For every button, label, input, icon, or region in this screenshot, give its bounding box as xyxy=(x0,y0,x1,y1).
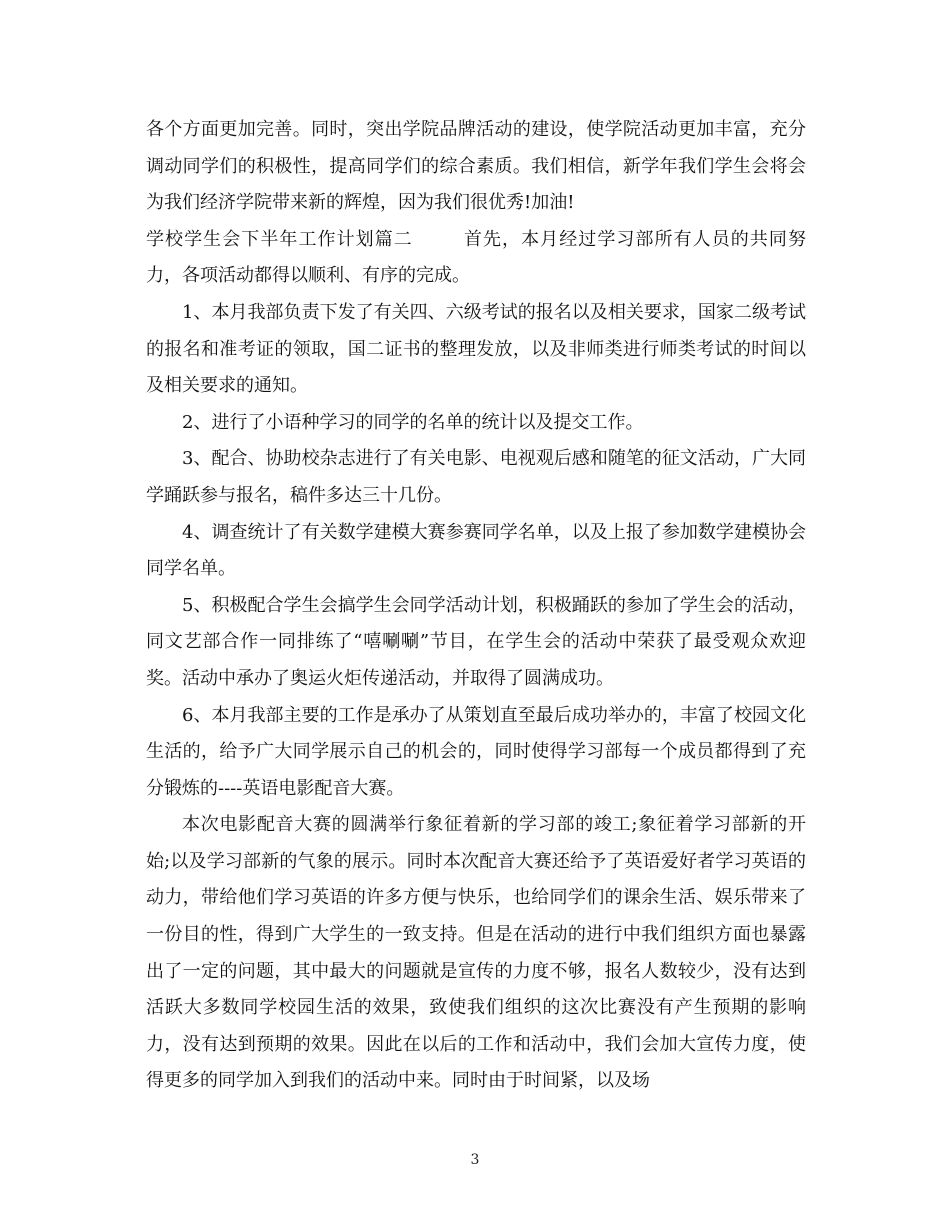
section-heading-paragraph xyxy=(146,222,806,295)
paragraph-item-1: 1、本月我部负责下发了有关四、六级考试的报名以及相关要求，国家二级考试的报名和准考证的领取，国二证书的整理发放，以及非师类进行师类考试的时间以及相关要求的通知。 xyxy=(146,301,806,397)
paragraph-item-3: 3、配合、协助校杂志进行了有关电影、电视观后感和随笔的征文活动，广大同学踊跃参与报名，稿件多达三十几份。 xyxy=(146,448,806,506)
paragraph-item-5: 5、积极配合学生会搞学生会同学活动计划，积极踊跃的参加了学生会的活动，同文艺部合作一同排练了“嘻唰唰”节目，在学生会的活动中荣获了最受观众欢迎奖。活动中承办了奥运火炬传递活动，并取得了圆满成功。 xyxy=(146,594,806,689)
document-body xyxy=(146,112,806,1100)
section-intro-text: 首先，本月经过学习部所有人员的共同努力，各项活动都得以顺利、有序的完成。 xyxy=(146,228,806,287)
page-number: 3 xyxy=(470,1152,480,1168)
paragraph-item-2: 2、进行了小语种学习的同学的名单的统计以及提交工作。 xyxy=(182,411,644,433)
paragraph-item-6: 6、本月我部主要的工作是承办了从策划直至最后成功举办的，丰富了校园文化生活的，给予广大同学展示自己的机会的，同时使得学习部每一个成员都得到了充分锻炼的----英语电影配音大赛。 xyxy=(146,704,806,799)
paragraph-item-4: 4、调查统计了有关数学建模大赛参赛同学名单，以及上报了参加数学建模协会同学名单。 xyxy=(146,521,806,580)
paragraph-summary: 本次电影配音大赛的圆满举行象征着新的学习部的竣工;象征着学习部新的开始;以及学习部新的气象的展示。同时本次配音大赛还给予了英语爱好者学习英语的动力，带给他们学习英语的许多方便与快乐，也给同学们的课余生活、娱乐带来了一份目的性，得到广大学生的一致支持。但是在活动的进行中我们组织方面也暴露出了一定的问题，其中最大的问题就是宣传的力度不够，报名人数较少，没有达到活跃大多数同学校园生活的效果，致使我们组织的这次比赛没有产生预期的影响力，没有达到预期的效果。因此在以后的工作和活动中，我们会加大宣传力度，使得更多的同学加入到我们的活动中来。同时由于时间紧，以及场 xyxy=(146,814,806,1092)
section-title: 学校学生会下半年工作计划篇二 xyxy=(146,228,413,250)
paragraph-continuation: 各个方面更加完善。同时，突出学院品牌活动的建设，使学院活动更加丰富，充分调动同学们的积极性，提高同学们的综合素质。我们相信，新学年我们学生会将会为我们经济学院带来新的辉煌，因为我们很优秀!加油! xyxy=(146,119,806,214)
